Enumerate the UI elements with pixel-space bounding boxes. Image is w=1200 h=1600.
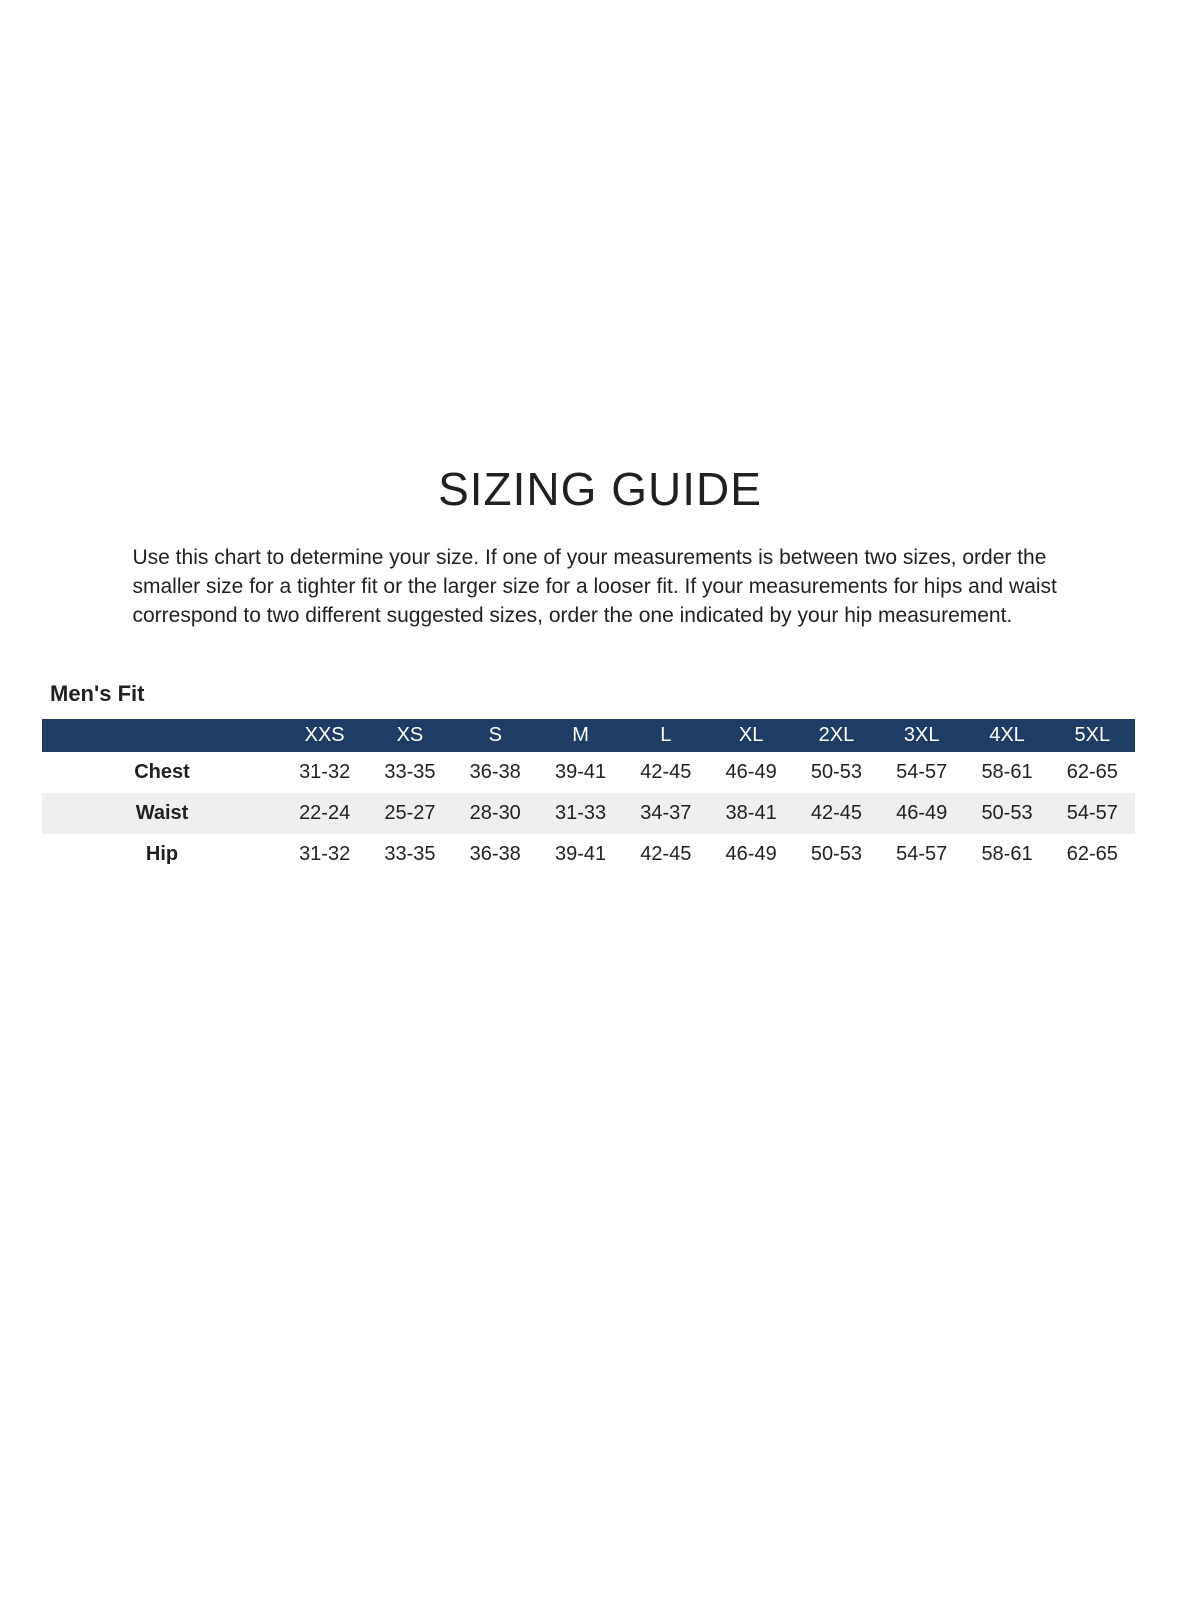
column-header-l: L bbox=[660, 723, 672, 746]
hip-value-5xl: 62-65 bbox=[1066, 842, 1118, 865]
section-label-mens-fit: Men's Fit bbox=[50, 680, 145, 706]
hip-value-xs: 33-35 bbox=[384, 842, 436, 865]
table-row-waist bbox=[42, 793, 1135, 834]
column-header-xs: XS bbox=[396, 723, 424, 746]
header-row bbox=[42, 719, 1135, 752]
hip-value-s: 36-38 bbox=[469, 842, 521, 865]
chest-value-xxs: 31-32 bbox=[299, 760, 351, 783]
row-label-chest: Chest bbox=[134, 760, 190, 783]
chest-value-m: 39-41 bbox=[554, 760, 607, 783]
column-header-s: S bbox=[488, 723, 502, 746]
waist-value-l: 34-37 bbox=[640, 801, 692, 824]
column-header-5xl: 5XL bbox=[1074, 723, 1111, 746]
waist-value-xxs: 22-24 bbox=[299, 801, 351, 824]
chest-value-5xl: 62-65 bbox=[1066, 760, 1118, 783]
header-corner-cell bbox=[42, 719, 282, 752]
column-header-3xl: 3XL bbox=[903, 723, 940, 746]
chest-value-xs: 33-35 bbox=[384, 760, 436, 783]
column-header-m: M bbox=[572, 723, 589, 746]
waist-value-m: 31-33 bbox=[554, 801, 607, 824]
hip-value-l: 42-45 bbox=[640, 842, 692, 865]
waist-value-5xl: 54-57 bbox=[1066, 801, 1118, 824]
waist-value-4xl: 50-53 bbox=[981, 801, 1033, 824]
column-header-xl: XL bbox=[738, 723, 764, 746]
intro-paragraph: Use this chart to determine your size. If one of your measurements is between two sizes, order the smaller size for a tighter fit or the larger size for a looser fit. If your measurements for hips and waist correspond to two different suggested sizes, order the one indicated by your hip measurement. bbox=[132, 546, 1057, 627]
chest-value-xl: 46-49 bbox=[725, 760, 777, 783]
row-label-waist: Waist bbox=[135, 801, 189, 824]
size-table bbox=[42, 719, 1135, 875]
chest-value-s: 36-38 bbox=[469, 760, 521, 783]
waist-value-xs: 25-27 bbox=[384, 801, 436, 824]
hip-value-3xl: 54-57 bbox=[896, 842, 948, 865]
waist-value-s: 28-30 bbox=[469, 801, 521, 824]
table-row-chest bbox=[42, 752, 1135, 793]
hip-value-m: 39-41 bbox=[554, 842, 607, 865]
waist-value-3xl: 46-49 bbox=[896, 801, 948, 824]
row-label-hip: Hip bbox=[145, 842, 179, 865]
hip-value-2xl: 50-53 bbox=[810, 842, 862, 865]
waist-value-2xl: 42-45 bbox=[810, 801, 862, 824]
chest-value-l: 42-45 bbox=[640, 760, 692, 783]
page-title: SIZING GUIDE bbox=[438, 463, 762, 515]
hip-value-xl: 46-49 bbox=[725, 842, 777, 865]
hip-value-4xl: 58-61 bbox=[981, 842, 1033, 865]
table-row-hip bbox=[42, 834, 1135, 875]
chest-value-4xl: 58-61 bbox=[981, 760, 1033, 783]
hip-value-xxs: 31-32 bbox=[299, 842, 351, 865]
chest-value-2xl: 50-53 bbox=[810, 760, 862, 783]
column-header-2xl: 2XL bbox=[818, 723, 855, 746]
size-table-header bbox=[42, 719, 1135, 752]
size-table-body bbox=[42, 752, 1135, 875]
waist-value-xl: 38-41 bbox=[725, 801, 777, 824]
column-header-xxs: XXS bbox=[304, 723, 345, 746]
column-header-4xl: 4XL bbox=[989, 723, 1025, 746]
chest-value-3xl: 54-57 bbox=[896, 760, 948, 783]
